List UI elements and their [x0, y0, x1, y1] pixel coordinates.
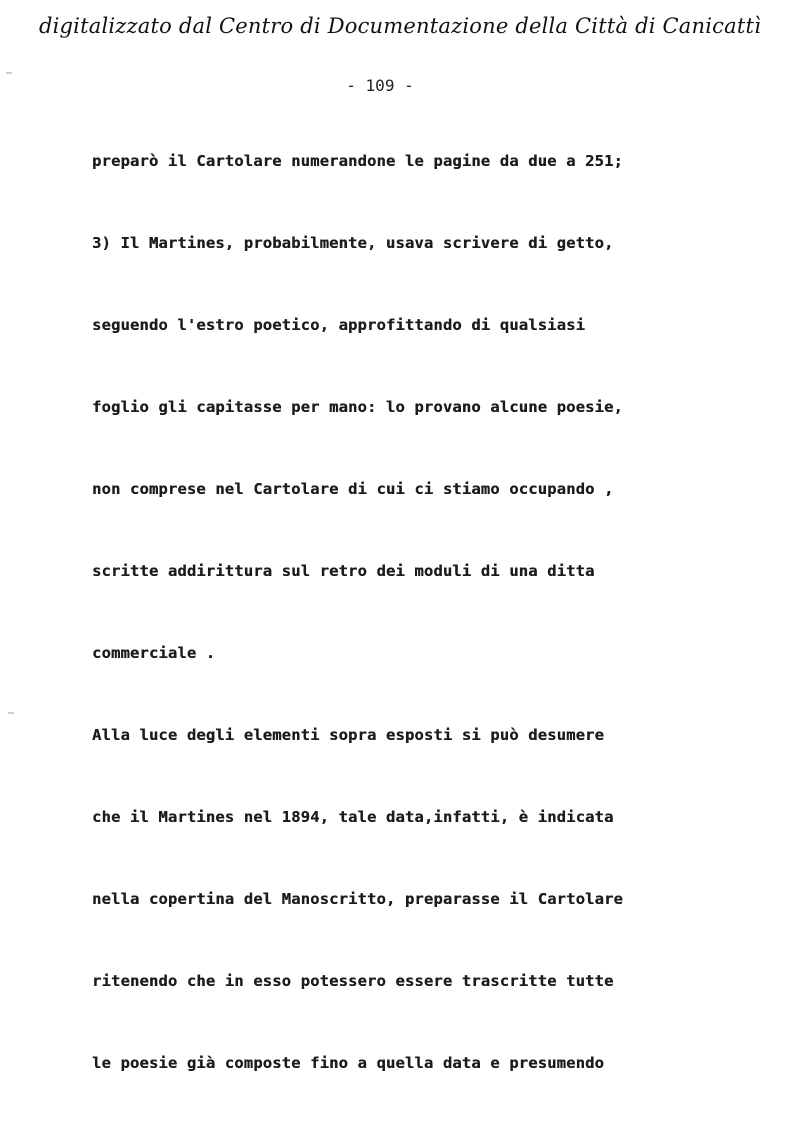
text-line: commerciale .	[92, 644, 216, 662]
text-line: le poesie già composte fino a quella data e presumendo	[92, 1054, 605, 1072]
text-line: che il Martines nel 1894, tale data,infatti, è indicata	[92, 808, 614, 826]
text-line: Alla luce degli elementi sopra esposti si può desumere	[92, 726, 605, 744]
text-line: foglio gli capitasse per mano: lo provano alcune poesie,	[92, 398, 623, 416]
text-line: non comprese nel Cartolare di cui ci stiamo occupando ,	[92, 480, 614, 498]
document-body	[92, 142, 732, 1126]
scan-speck	[8, 712, 14, 714]
text-line: nella copertina del Manoscritto, preparasse il Cartolare	[92, 890, 623, 908]
text-line: 3) Il Martines, probabilmente, usava scrivere di getto,	[92, 234, 614, 252]
page-number: - 109 -	[346, 76, 414, 95]
text-line: ritenendo che in esso potessero essere trascritte tutte	[92, 972, 614, 990]
text-line: scritte addirittura sul retro dei moduli di una ditta	[92, 562, 595, 580]
scan-speck	[6, 72, 12, 74]
text-line: seguendo l'estro poetico, approfittando di qualsiasi	[92, 316, 586, 334]
digitization-watermark: digitalizzato dal Centro di Documentazione della Città di Canicattì	[38, 14, 762, 38]
text-line: preparò il Cartolare numerandone le pagine da due a 251;	[92, 152, 623, 170]
